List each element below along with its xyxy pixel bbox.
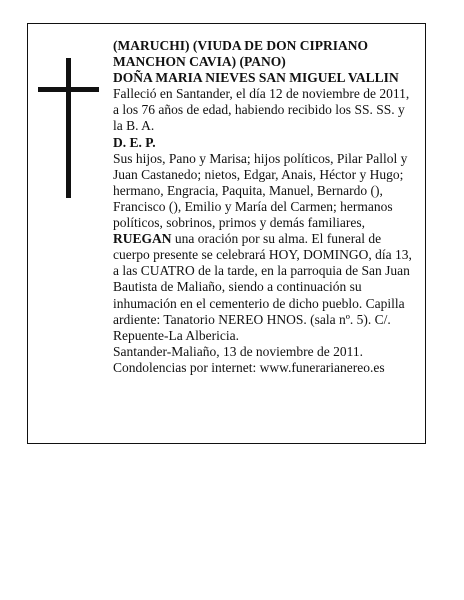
deceased-name: DOÑA MARIA NIEVES SAN MIGUEL VALLIN	[113, 70, 399, 86]
obituary-text	[113, 38, 420, 376]
dep-label: D. E. P.	[113, 134, 156, 150]
family-list: Sus hijos, Pano y Marisa; hijos políticos, Pilar Pallol y Juan Castanedo; nietos, Edgar, Anais, Héctor y Hugo; hermano, Engracia, Paquita, Manuel, Bernardo (), Francisco (), Emilio y María del Carmen; hermanos políticos, sobrinos, primos y demás familiares,	[113, 150, 408, 231]
death-info: Falleció en Santander, el día 12 de noviembre de 2011, a los 76 años de edad, habiendo recibido los SS. SS. y la B. A.	[113, 86, 410, 134]
nickname-header-line-1: (MARUCHI) (VIUDA DE DON CIPRIANO	[113, 38, 368, 53]
nickname-header-line-2: MANCHON CAVIA) (PANO)	[113, 54, 286, 70]
funeral-info: una oración por su alma. El funeral de cuerpo presente se celebrará HOY, DOMINGO, día 13, a las CUATRO de la tarde, en la parroquia de San Juan Bautista de Maliaño, siendo a continuación su inhumación en el cementerio de dicho pueblo. Capilla ardiente: Tanatorio NEREO HNOS. (sala nº. 5). C/. Repuente-La Albericia.	[113, 231, 412, 343]
ruegan-word: RUEGAN	[113, 231, 172, 247]
condolences-line: Condolencias por internet: www.funerarianereo.es	[113, 359, 385, 375]
cross-icon	[66, 58, 71, 198]
place-date: Santander-Maliaño, 13 de noviembre de 2011.	[113, 343, 364, 359]
cross-icon-crossbar	[38, 87, 99, 92]
